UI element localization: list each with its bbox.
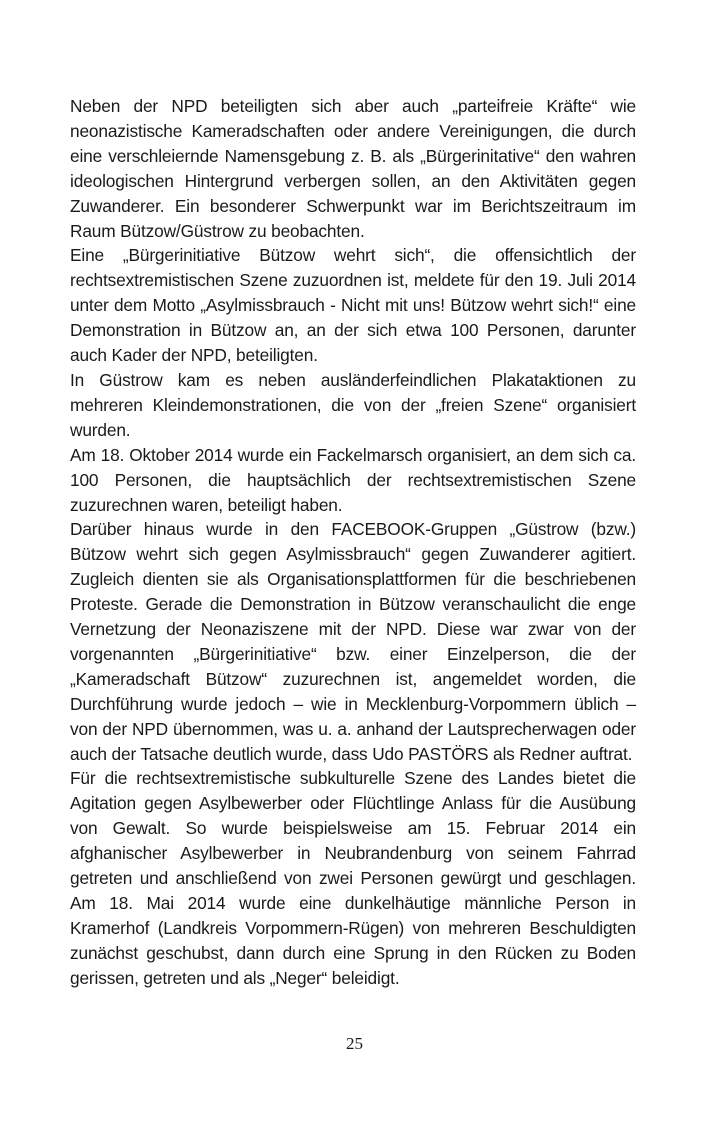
paragraph: Neben der NPD beteiligten sich aber auch „parteifreie Kräfte“ wie neonazistische Kameradschaften oder andere Vereinigungen, die durch eine verschleiernde Namensgebung z. B. als „Bürgerinitative“ den wahren ideologischen Hintergrund verbergen sollen, an den Aktivitäten gegen Zuwanderer. Ein besonderer Schwerpunkt war im Berichtszeitraum im Raum Bützow/Güstrow zu beobachten. <box>70 96 636 241</box>
paragraph: Darüber hinaus wurde in den FACEBOOK-Gruppen „Güstrow (bzw.) Bützow wehrt sich gegen Asylmissbrauch“ gegen Zuwanderer agitiert. Zugleich dienten sie als Organisationsplattformen für die beschriebenen Proteste. Gerade die Demonstration in Bützow veranschaulicht die enge Vernetzung der Neonaziszene mit der NPD. Diese war zwar von der vorgenannten „Bürgerinitiative“ bzw. einer Einzelperson, die der „Kameradschaft Bützow“ zuzurechnen ist, angemeldet worden, die Durchführung wurde jedoch – wie in Mecklenburg-Vorpommern üblich – von der NPD übernommen, was u. a. anhand der Lautsprecherwagen oder auch der Tatsache deutlich wurde, dass Udo PASTÖRS als Redner auftrat. <box>70 519 636 764</box>
paragraph: Am 18. Oktober 2014 wurde ein Fackelmarsch organisiert, an dem sich ca. 100 Personen, die hauptsächlich der rechtsextremistischen Szene zuzurechnen waren, beteiligt haben. <box>70 444 636 515</box>
paragraph: Eine „Bürgerinitiative Bützow wehrt sich“, die offensichtlich der rechtsextremistischen Szene zuzuordnen ist, meldete für den 19. Juli 2014 unter dem Motto „Asylmissbrauch - Nicht mit uns! Bützow wehrt sich!“ eine Demonstration in Bützow an, an der sich etwa 100 Personen, darunter auch Kader der NPD, beteiligten. <box>70 245 636 366</box>
paragraph: Für die rechtsextremistische subkulturelle Szene des Landes bietet die Agitation gegen Asylbewerber oder Flüchtlinge Anlass für die Ausübung von Gewalt. So wurde beispielsweise am 15. Februar 2014 ein afghanischer Asylbewerber in Neubrandenburg von seinem Fahrrad getreten und anschließend von zwei Personen gewürgt und geschlagen. Am 18. Mai 2014 wurde eine dunkelhäutige männliche Person in Kramerhof (Landkreis Vorpommern-Rügen) von mehreren Beschuldigten zunächst geschubst, dann durch eine Sprung in den Rücken zu Boden gerissen, getreten und als „Neger“ beleidigt. <box>70 768 636 988</box>
body-text <box>70 94 636 991</box>
paragraph: In Güstrow kam es neben ausländerfeindlichen Plakataktionen zu mehreren Kleindemonstrationen, die von der „freien Szene“ organisiert wurden. <box>70 369 636 440</box>
page-number: 25 <box>346 1034 363 1053</box>
